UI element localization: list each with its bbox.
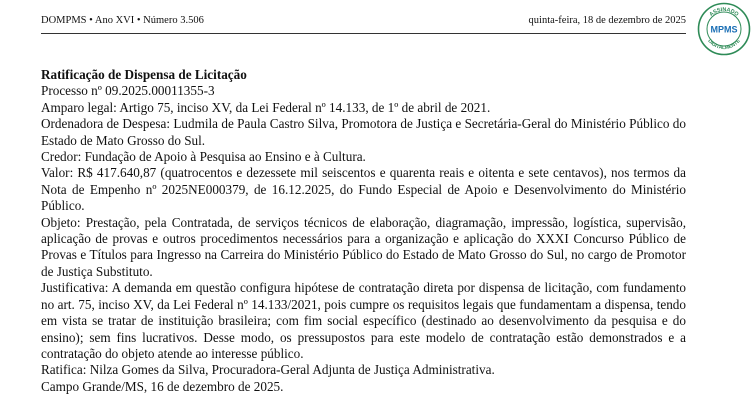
creditor: Credor: Fundação de Apoio à Pesquisa ao Ensino e à Cultura. (41, 149, 366, 165)
seal-top-text: ASSINADO (708, 6, 740, 18)
document-title: Ratificação de Dispensa de Licitação (41, 67, 247, 82)
publication-date: quinta-feira, 18 de dezembro de 2025 (528, 15, 686, 26)
ordering-officer: Ordenadora de Despesa: Ludmila de Paula Castro Silva, Promotora de Justiça e Secretária-Geral do Ministério Público do Estado de Mato Grosso do Sul. (41, 116, 686, 148)
seal-logo-text: MPMS (710, 24, 738, 35)
contract-object: Objeto: Prestação, pela Contratada, de serviços técnicos de elaboração, diagramação, impressão, logística, supervisão, aplicação de provas e outros procedimentos necessários para a organização e aplicação do XXXI Concurso Público de Provas e Títulos para Ingresso na Carreira do Ministério Público do Estado de Mato Grosso do Sul, no cargo de Promotor de Justiça Substituto. (41, 214, 686, 279)
seal-bottom-text: DIGITALMENTE (706, 38, 742, 52)
place-and-date: Campo Grande/MS, 16 de dezembro de 2025. (41, 378, 284, 394)
journal-edition: DOMPMS • Ano XVI • Número 3.506 (41, 15, 204, 26)
ratification: Ratifica: Nilza Gomes da Silva, Procuradora-Geral Adjunta de Justiça Administrativa. (41, 362, 495, 378)
document-body (41, 67, 686, 395)
legal-basis: Amparo legal: Artigo 75, inciso XV, da Lei Federal nº 14.133, de 1º de abril de 2021. (41, 99, 491, 115)
justification: Justificativa: A demanda em questão configura hipótese de contratação direta por dispensa de licitação, com fundamento no art. 75, inciso XV, da Lei Federal nº 14.133/2021, pois cumpre os requisitos legais que fundamentam a dispensa, tendo em vista se tratar de instituição brasileira; com fim social específico (destinado ao desenvolvimento da pesquisa e do ensino); sem fins lucrativos. Desse modo, os pressupostos para este modelo de contratação estão demonstrados e a contratação do objeto atende ao interesse público. (41, 280, 686, 361)
digital-signature-seal (697, 2, 751, 56)
contract-value: Valor: R$ 417.640,87 (quatrocentos e dezessete mil seiscentos e quarenta reais e oitenta e sete centavos), nos termos da Nota de Empenho nº 2025NE000379, de 16.12.2025, do Fundo Especial de Apoio e Desenvolvimento do Ministério Público. (41, 165, 686, 214)
header-divider (41, 33, 686, 34)
process-number: Processo nº 09.2025.00011355-3 (41, 83, 215, 99)
